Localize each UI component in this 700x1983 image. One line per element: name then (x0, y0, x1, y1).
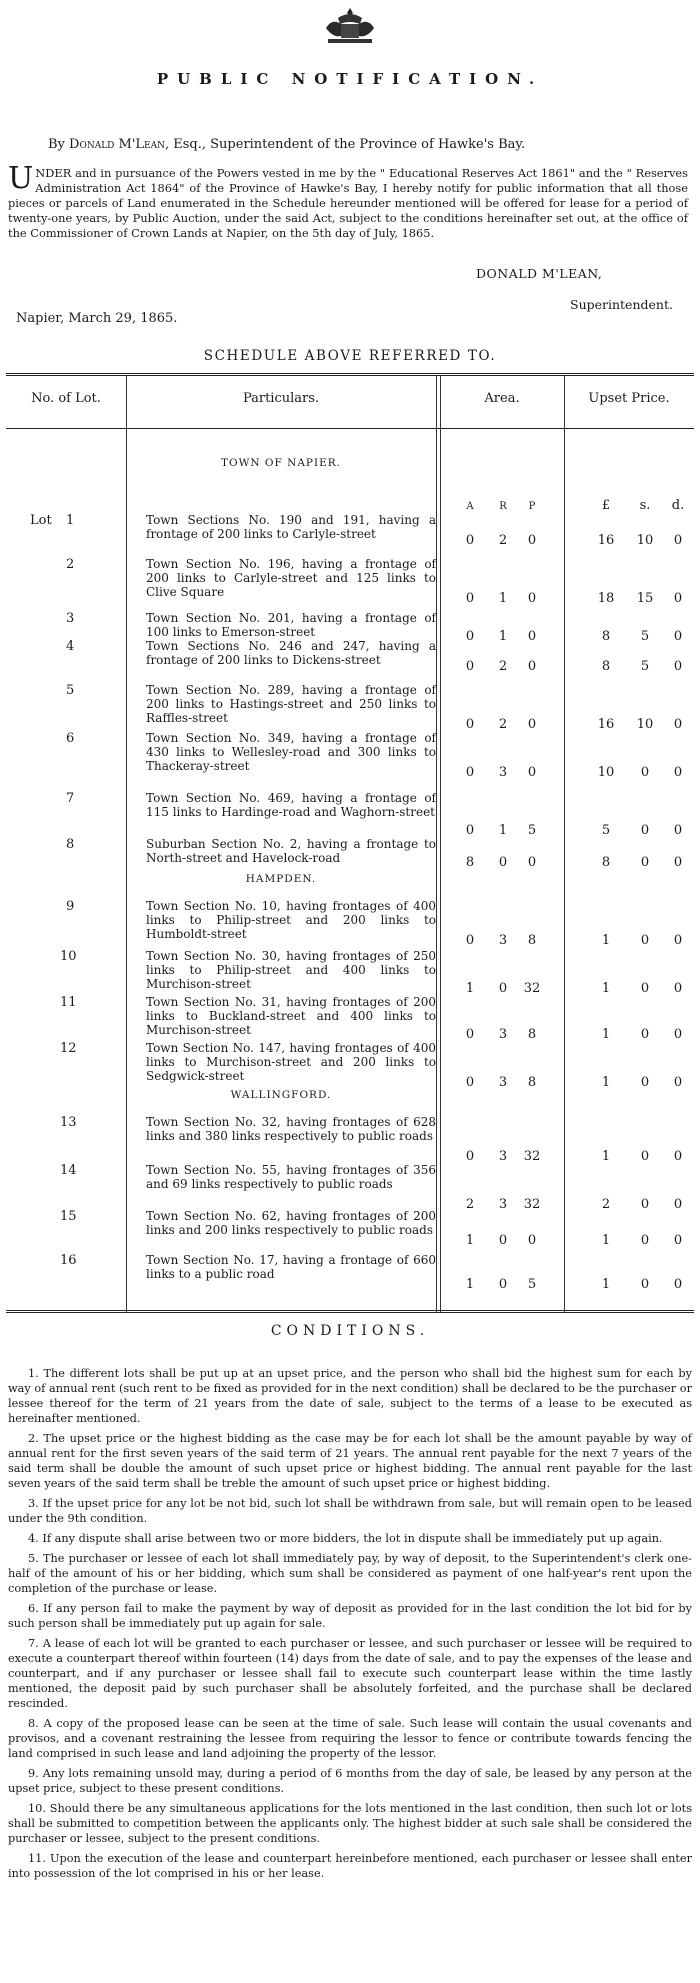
area-perches: 5 (527, 1277, 537, 1292)
lot-particulars: Town Sections No. 190 and 191, having a frontage of 200 links to Carlyle-street (146, 513, 436, 541)
area-roods: 0 (498, 981, 508, 996)
condition-item: 1. The different lots shall be put up at an upset price, and the person who shall bid the highest sum for each by way of annual rent (such rent to be fixed as provided for in the next condition) shall be declared to be the purchaser or lessee thereof for the term of 21 years from the date of sale, subject to the terms of a lease to be executed as hereinafter mentioned. (8, 1367, 692, 1425)
lot-particulars: Town Section No. 201, having a frontage of 100 links to Emerson-street (146, 611, 436, 639)
col-divider (440, 375, 441, 1312)
table-bottom-rule-double (6, 1312, 694, 1313)
area-acres: 0 (465, 765, 475, 780)
price-pence: 0 (673, 533, 683, 548)
area-roods: 1 (498, 629, 508, 644)
area-acres: 0 (465, 533, 475, 548)
area-unit-label: R (499, 501, 507, 512)
lot-particulars: Town Section No. 31, having frontages of 200 links to Buckland-street and 400 links to Murchison-street (146, 995, 436, 1037)
price-shillings: 0 (640, 1197, 650, 1212)
price-pounds: 8 (601, 629, 611, 644)
conditions-list (8, 1366, 692, 1886)
area-unit-label: A (466, 501, 474, 512)
lot-number: 8 (66, 837, 75, 852)
area-perches: 8 (527, 1027, 537, 1042)
area-acres: 0 (465, 1075, 475, 1090)
col-header-particulars: Particulars. (242, 391, 320, 406)
area-roods: 1 (498, 591, 508, 606)
area-perches: 32 (523, 981, 541, 996)
page-title: PUBLIC NOTIFICATION. (156, 70, 544, 88)
price-unit-label: d. (671, 498, 685, 513)
price-pence: 0 (673, 591, 683, 606)
price-pounds: 1 (601, 1233, 611, 1248)
area-acres: 1 (465, 981, 475, 996)
price-pence: 0 (673, 717, 683, 732)
col-header-price: Upset Price. (588, 391, 670, 406)
area-roods: 1 (498, 823, 508, 838)
price-shillings: 0 (640, 1027, 650, 1042)
author-name: Donald M'Lean (69, 137, 165, 152)
area-acres: 0 (465, 823, 475, 838)
price-pence: 0 (673, 1197, 683, 1212)
schedule-title: SCHEDULE ABOVE REFERRED TO. (203, 348, 497, 364)
price-pence: 0 (673, 823, 683, 838)
lot-particulars: Town Section No. 55, having frontages of 356 and 69 links respectively to public roads (146, 1163, 436, 1191)
lot-particulars: Town Section No. 196, having a frontage of 200 links to Carlyle-street and 125 links to Clive Square (146, 557, 436, 599)
condition-item: 4. If any dispute shall arise between two or more bidders, the lot in dispute shall be immediately put up again. (28, 1532, 663, 1545)
price-pence: 0 (673, 629, 683, 644)
section-heading: WALLINGFORD. (230, 1089, 332, 1101)
price-pounds: 1 (601, 1149, 611, 1164)
area-perches: 32 (523, 1197, 541, 1212)
condition-item: 10. Should there be any simultaneous applications for the lots mentioned in the last condition, then such lot or lots shall be submitted to competition between the applicants only. The highest bidder at such sale shall be considered the purchaser or lessee, subject to the present conditions. (8, 1802, 692, 1845)
area-perches: 8 (527, 1075, 537, 1090)
price-pounds: 1 (601, 1277, 611, 1292)
col-divider (436, 375, 437, 1312)
area-roods: 3 (498, 1197, 508, 1212)
signature-role: Superintendent. (570, 297, 673, 312)
area-acres: 0 (465, 629, 475, 644)
price-shillings: 0 (640, 765, 650, 780)
lot-number: 13 (60, 1115, 77, 1130)
price-pence: 0 (673, 1277, 683, 1292)
price-shillings: 0 (640, 855, 650, 870)
lot-number: 3 (66, 611, 75, 626)
table-top-rule-double (6, 375, 694, 376)
header-rule (6, 428, 694, 429)
col-divider (564, 375, 565, 1312)
lot-number: 6 (66, 731, 75, 746)
dateline: Napier, March 29, 1865. (16, 311, 178, 326)
area-roods: 3 (498, 1027, 508, 1042)
col-divider (126, 375, 127, 1312)
conditions-title: CONDITIONS. (270, 1323, 430, 1339)
area-perches: 0 (527, 659, 537, 674)
condition-item: 8. A copy of the proposed lease can be seen at the time of sale. Such lease will contain the usual covenants and provisos, and a covenant restraining the lessee from requiring the lessor to fence or contribute towards fencing the land comprised in such lease and land adjoining the property of the lessor. (8, 1717, 692, 1760)
area-acres: 0 (465, 591, 475, 606)
col-header-area: Area. (484, 391, 520, 406)
lot-particulars: Town Section No. 62, having frontages of 200 links and 200 links respectively to public roads (146, 1209, 436, 1237)
drop-cap: U (8, 161, 34, 196)
table-top-rule (6, 373, 694, 374)
area-roods: 2 (498, 659, 508, 674)
lot-number: 5 (66, 683, 75, 698)
price-shillings: 15 (636, 591, 654, 606)
area-roods: 0 (498, 1233, 508, 1248)
price-pounds: 5 (601, 823, 611, 838)
area-acres: 8 (465, 855, 475, 870)
lot-particulars: Suburban Section No. 2, having a frontage to North-street and Havelock-road (146, 837, 436, 865)
price-pence: 0 (673, 1233, 683, 1248)
lot-number: 12 (60, 1041, 77, 1056)
area-roods: 2 (498, 717, 508, 732)
lot-number: 7 (66, 791, 75, 806)
price-pence: 0 (673, 981, 683, 996)
section-heading: TOWN OF NAPIER. (220, 457, 342, 469)
area-acres: 0 (465, 1149, 475, 1164)
price-shillings: 0 (640, 1233, 650, 1248)
lot-number: 14 (60, 1163, 77, 1178)
intro-paragraph: UNDER and in pursuance of the Powers vested in me by the " Educational Reserves Act 1861" and the " Reserves Administration Act 1864" of the Province of Hawke's Bay, I hereby notify for public information that all those pieces or parcels of Land enumerated in the Schedule hereunder mentioned will be offered for lease for a period of twenty-one years, by Public Auction, under the said Act, subject to the conditions hereinafter set out, at the office of the Commissioner of Crown Lands at Napier, on the 5th day of July, 1865. (8, 161, 688, 240)
area-acres: 0 (465, 659, 475, 674)
lot-number: 15 (60, 1209, 77, 1224)
area-roods: 3 (498, 1149, 508, 1164)
area-acres: 2 (465, 1197, 475, 1212)
price-unit-label: s. (639, 498, 651, 513)
condition-item: 6. If any person fail to make the payment by way of deposit as provided for in the last condition the lot bid for by such person shall be immediately put up again for sale. (8, 1602, 692, 1630)
lot-number: 4 (66, 639, 75, 654)
area-perches: 0 (527, 533, 537, 548)
area-perches: 0 (527, 855, 537, 870)
area-roods: 0 (498, 1277, 508, 1292)
price-pence: 0 (673, 1075, 683, 1090)
area-roods: 3 (498, 765, 508, 780)
lot-number: 9 (66, 899, 75, 914)
price-shillings: 10 (636, 533, 654, 548)
price-shillings: 0 (640, 1277, 650, 1292)
lot-particulars: Town Section No. 289, having a frontage of 200 links to Hastings-street and 250 links to Raffles-street (146, 683, 436, 725)
price-pounds: 8 (601, 659, 611, 674)
price-pence: 0 (673, 765, 683, 780)
byline: By Donald M'Lean, Esq., Superintendent of the Province of Hawke's Bay. (48, 137, 526, 152)
condition-item: 9. Any lots remaining unsold may, during a period of 6 months from the day of sale, be leased by any person at the upset price, subject to these present conditions. (8, 1767, 692, 1795)
section-heading: HAMPDEN. (245, 873, 317, 885)
lot-number: 11 (60, 995, 77, 1010)
price-pounds: 1 (601, 1027, 611, 1042)
price-shillings: 0 (640, 981, 650, 996)
area-perches: 0 (527, 717, 537, 732)
price-pounds: 16 (597, 717, 615, 732)
lot-particulars: Town Section No. 17, having a frontage of 660 links to a public road (146, 1253, 436, 1281)
price-pounds: 1 (601, 981, 611, 996)
area-perches: 0 (527, 1233, 537, 1248)
area-acres: 0 (465, 1027, 475, 1042)
price-shillings: 0 (640, 1149, 650, 1164)
lot-number: 1 (66, 513, 75, 528)
royal-crest-icon (320, 6, 380, 46)
area-perches: 32 (523, 1149, 541, 1164)
condition-item: 3. If the upset price for any lot be not bid, such lot shall be withdrawn from sale, but will remain open to be leased under the 9th condition. (8, 1497, 692, 1525)
price-pounds: 8 (601, 855, 611, 870)
price-pence: 0 (673, 855, 683, 870)
price-pounds: 16 (597, 533, 615, 548)
schedule-table (6, 373, 694, 1313)
lot-particulars: Town Section No. 30, having frontages of 250 links to Philip-street and 400 links to Murchison-street (146, 949, 436, 991)
area-unit-label: P (528, 501, 536, 512)
area-acres: 1 (465, 1277, 475, 1292)
price-shillings: 0 (640, 823, 650, 838)
lot-particulars: Town Section No. 349, having a frontage of 430 links to Wellesley-road and 300 links to Thackeray-street (146, 731, 436, 773)
area-perches: 0 (527, 629, 537, 644)
price-pence: 0 (673, 659, 683, 674)
lot-prefix: Lot (30, 513, 52, 528)
price-unit-label: £ (601, 498, 611, 513)
area-perches: 8 (527, 933, 537, 948)
condition-item: 2. The upset price or the highest bidding as the case may be for each lot shall be the amount payable by way of annual rent for the first seven years of the said term of 21 years. The annual rent payable for the next 7 years of the said term shall be double the amount of such upset price or highest bidding. The annual rent payable for the last seven years of the said term shall be treble the amount of such upset price or highest bidding. (8, 1432, 692, 1490)
area-roods: 2 (498, 533, 508, 548)
condition-item: 7. A lease of each lot will be granted to each purchaser or lessee, and such purchaser or lessee will be required to execute a counterpart thereof within fourteen (14) days from the date of sale, and to pay the expenses of the lease and counterpart, and if any purchaser or lessee shall fail to execute such counterpart lease within the time lastly mentioned, the deposit paid by such purchaser shall be absolutely forfeited, and the purchase shall be declared rescinded. (8, 1637, 692, 1710)
price-pounds: 10 (597, 765, 615, 780)
table-bottom-rule (6, 1310, 694, 1311)
price-shillings: 0 (640, 933, 650, 948)
price-pence: 0 (673, 1149, 683, 1164)
area-perches: 0 (527, 591, 537, 606)
price-shillings: 10 (636, 717, 654, 732)
area-perches: 5 (527, 823, 537, 838)
area-perches: 0 (527, 765, 537, 780)
signature-name: DONALD M'LEAN, (476, 266, 603, 281)
lot-particulars: Town Section No. 32, having frontages of 628 links and 380 links respectively to public roads (146, 1115, 436, 1143)
price-pence: 0 (673, 1027, 683, 1042)
lot-number: 2 (66, 557, 75, 572)
area-acres: 0 (465, 933, 475, 948)
price-shillings: 0 (640, 1075, 650, 1090)
area-acres: 1 (465, 1233, 475, 1248)
area-roods: 3 (498, 1075, 508, 1090)
price-shillings: 5 (640, 629, 650, 644)
area-roods: 0 (498, 855, 508, 870)
lot-particulars: Town Sections No. 246 and 247, having a frontage of 200 links to Dickens-street (146, 639, 436, 667)
price-pounds: 2 (601, 1197, 611, 1212)
col-header-lot: No. of Lot. (31, 391, 101, 406)
price-shillings: 5 (640, 659, 650, 674)
price-pounds: 18 (597, 591, 615, 606)
price-pounds: 1 (601, 933, 611, 948)
lot-number: 10 (60, 949, 77, 964)
price-pence: 0 (673, 933, 683, 948)
lot-number: 16 (60, 1253, 77, 1268)
price-pounds: 1 (601, 1075, 611, 1090)
lot-particulars: Town Section No. 147, having frontages of 400 links to Murchison-street and 200 links to Sedgwick-street (146, 1041, 436, 1083)
lot-particulars: Town Section No. 469, having a frontage of 115 links to Hardinge-road and Waghorn-street (146, 791, 436, 819)
condition-item: 11. Upon the execution of the lease and counterpart hereinbefore mentioned, each purchaser or lessee shall enter into possession of the lot comprised in his or her lease. (8, 1852, 692, 1880)
lot-particulars: Town Section No. 10, having frontages of 400 links to Philip-street and 200 links to Humboldt-street (146, 899, 436, 941)
area-roods: 3 (498, 933, 508, 948)
area-acres: 0 (465, 717, 475, 732)
condition-item: 5. The purchaser or lessee of each lot shall immediately pay, by way of deposit, to the Superintendent's clerk one-half of the amount of his or her bidding, which sum shall be considered as payment of one half-year's rent upon the completion of the purchase or lease. (8, 1552, 692, 1595)
